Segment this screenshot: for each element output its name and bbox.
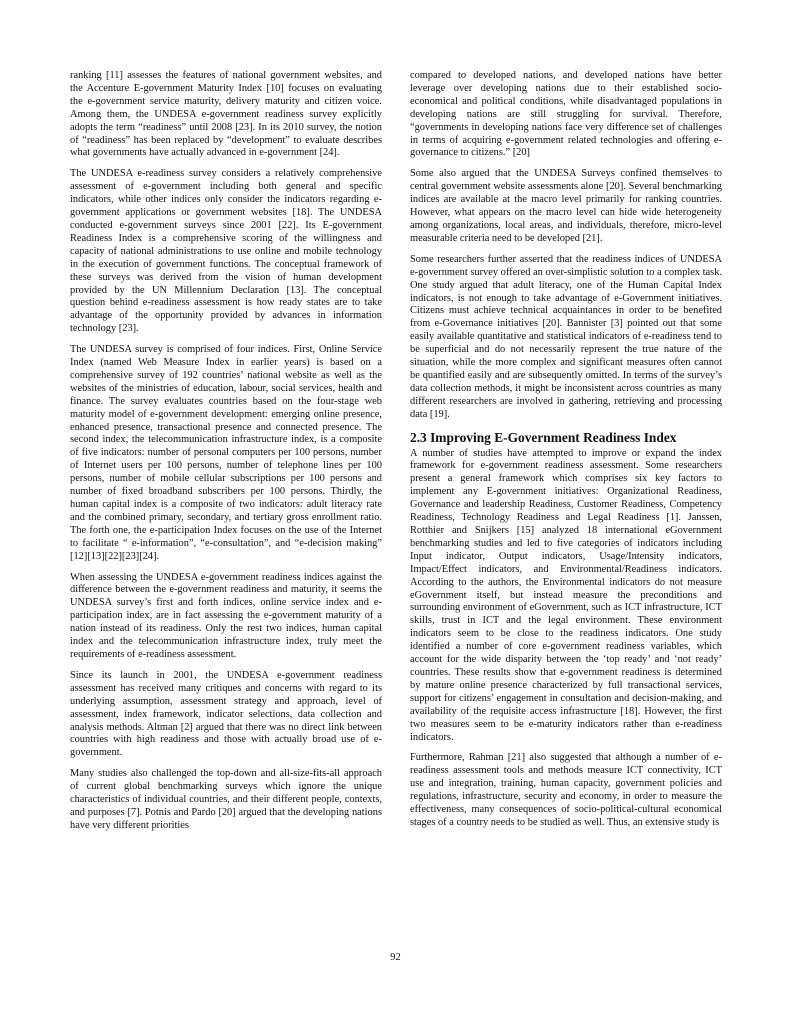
paragraph: A number of studies have attempted to improve or expand the index framework for e-government readiness assessment. Some researchers present a general framework which comprises six key factors to implement any E-government initiatives: Organizational Readiness, Governance and leadership Readiness, Customer Readiness, Competency Readiness, Technology Readiness and Legal Readiness [1]. Janssen, Rotthier and Snijkers [15] analyzed 18 international eGovernment benchmarking studies and led to five categories of indicators including Input indicator, Output indicators, Usage/Intensity indicators, Impact/Effect indicators, and Environmental/Readiness indicators. According to the authors, the Environmental indicators do not measure eGovernment itself, but instead measure the preconditions and surrounding environment of eGovernment, such as ICT infrastructure, ICT skills, trust in ICT and the legal environment. These environment indicators seem to be close to the readiness indicators. One study identified a number of core e-government readiness variables, which account for the wide disparity between the ‘top ready’ and ‘not ready’ countries. These results show that e-government readiness is determined by mature online presence characterized by full transactional services, support for citizens’ engagement in consultation and decision-making, and availability of the requisite access infrastructure [18]. However, the first two measures seem to be e-maturity indicators rather than e-readiness indicators. bbox=[410, 447, 722, 743]
paragraph: Furthermore, Rahman [21] also suggested that although a number of e-readiness assessment tools and methods measure ICT connectivity, ICT use and integration, training, human capacity, government policies and regulations, infrastructure, security and economy, in order to measure the effectiveness, many consequences of socio-political-cultural economical stages of a country needs to be studied as well. Thus, an extensive study is bbox=[410, 752, 722, 828]
paragraph: The UNDESA survey is comprised of four indices. First, Online Service Index (named Web Measure Index in earlier years) is based on a comprehensive survey of 192 countries’ national website as well as the websites of the ministries of education, labour, social services, health and finance. The survey evaluates countries based on the four-stage web maturity model of e-government development: emerging online presence, enhanced presence, transactional presence and connected presence. The second index, the telecommunication infrastructure index, is a composite of five indicators: number of personal computers per 100 persons, number of Internet users per 100 persons, number of telephone lines per 100 persons, number of mobile cellular subscriptions per 100 persons and number of fixed broadband subscribers per 100 persons. Thirdly, the human capital index is a composite of two indicators: adult literacy rate and the combined primary, secondary, and tertiary gross enrollment ratio. The forth one, the e-participation Index focuses on the use of the Internet to facilitate “ e-information”, “e-consultation”, and “e-decision making” [12][13][22][23][24]. bbox=[70, 344, 382, 562]
paragraph: When assessing the UNDESA e-government readiness indices against the difference between the e-government readiness and maturity, it seems the UNDESA survey’s first and forth indices, online service index and e-participation index, are in fact assessing the e-government maturity of a nation instead of its readiness. Only the rest two indices, human capital index and the telecommunication infrastructure index, truly meet the requirements of e-readiness assessment. bbox=[70, 571, 382, 660]
paragraph: ranking [11] assesses the features of national government websites, and the Accenture E-government Maturity Index [10] focuses on evaluating the e-government service maturity, delivery maturity and citizen voice. Among them, the UNDESA e-government readiness survey explicitly adopts the term “readiness” until 2008 [23]. In its 2010 survey, the notion of “readiness” has been replaced by “development” to evaluate describes what governments have actually advanced in e-government [24]. bbox=[70, 70, 382, 159]
page-number: 92 bbox=[390, 952, 401, 963]
paragraph: The UNDESA e-readiness survey considers a relatively comprehensive assessment of e-government including both general and specific indicators, while other indices only consider the indicators regarding e-government applications or government websites [18]. The UNDESA conducted e-government surveys since 2001 [22]. Its E-government Readiness Index is a comprehensive scoring of the willingness and capacity of national administrations to use online and mobile technology in the execution of government functions. The conceptual framework of these surveys was derived from the vision of human development provided by the UN Millennium Declaration [13]. The conceptual question behind e-readiness assessment is how ready states are to take advantage of the opportunity provided by advances in information technology [23]. bbox=[70, 168, 382, 335]
left-column bbox=[70, 70, 382, 841]
paragraph: compared to developed nations, and developed nations have better leverage over developing nations due to their established socio-economical and political conditions, while disadvantaged populations in developing nations are still struggling for survival. Therefore, “governments in developing nations face very difference set of challenges in terms of acquiring e-government related technologies and offering e-governance to citizens.” [20] bbox=[410, 70, 722, 159]
right-column bbox=[410, 70, 722, 838]
paragraph: Many studies also challenged the top-down and all-size-fits-all approach of current global benchmarking surveys which ignore the unique characteristics of individual countries, and their different people, contexts, and purposes [7]. Potnis and Pardo [20] argued that the developing nations have very different priorities bbox=[70, 768, 382, 831]
paragraph: Since its launch in 2001, the UNDESA e-government readiness assessment has received many critiques and concerns with regard to its underlying assumption, assessment strategy and approach, level of assessment, index framework, indicator selections, data collection and analysis methods. Altman [2] argued that there was no direct link between countries with high readiness and those with actually broad use of e-government. bbox=[70, 669, 382, 759]
paper-page bbox=[70, 70, 722, 950]
paragraph: Some also argued that the UNDESA Surveys confined themselves to central government website assessments alone [20]. Several benchmarking indices are available at the macro level primarily for ranking countries. However, what appears on the macro level can hide wide heterogeneity among organizations, local areas, and individuals, therefore, micro-level measurable criteria need to be developed [21]. bbox=[410, 168, 722, 244]
paragraph: Some researchers further asserted that the readiness indices of UNDESA e-government survey offered an over-simplistic solution to a complex task. One study argued that adult literacy, one of the Human Capital Index indicators, is not enough to take advantage of e-Government initiatives. Citizens must achieve technical acquaintances in order to be benefited from e-Governance initiatives [20]. Bannister [3] pointed out that some easily available quantitative and statistical indicators of e-readiness tend to be superficial and do not necessarily represent the true nature of the situation, while the more complex and significant measures often cannot be quantified easily and are subsequently omitted. In terms of the survey’s data collection methods, it might be inconsistent across countries as many different researchers are involved in gathering, retrieving and processing data [19]. bbox=[410, 253, 722, 420]
section-heading: 2.3 Improving E-Government Readiness Index bbox=[410, 429, 677, 445]
